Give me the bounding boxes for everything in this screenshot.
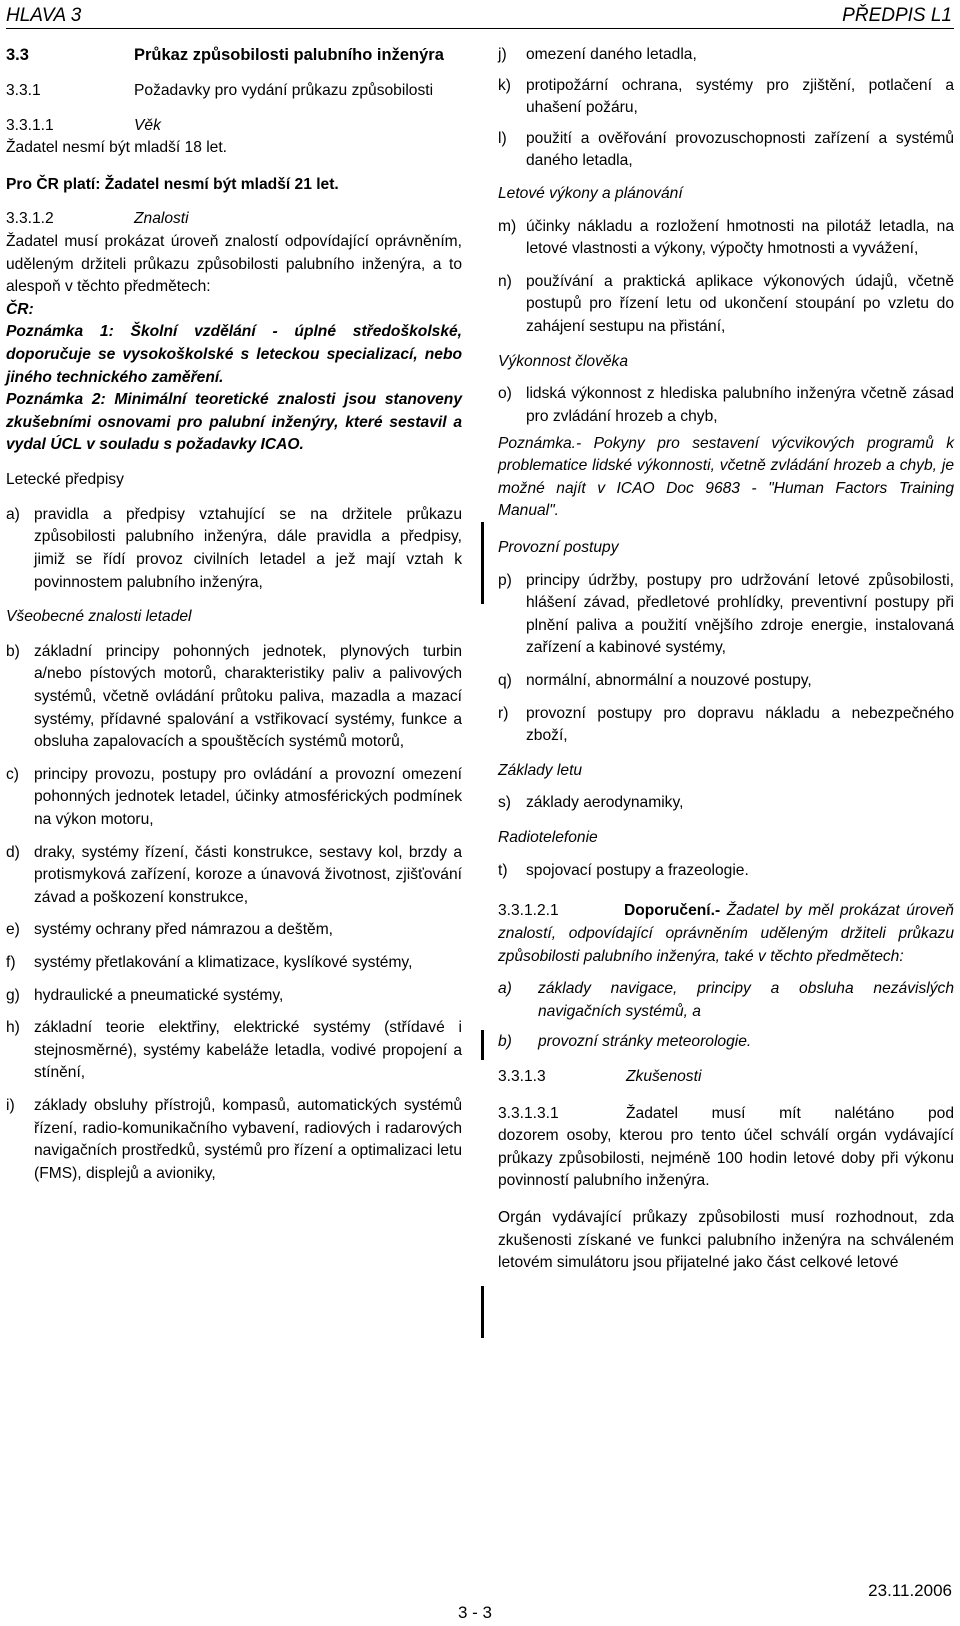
regulation-label: PŘEDPIS L1	[842, 5, 952, 26]
right-column	[498, 44, 954, 1275]
list-item-m: m) účinky nákladu a rozložení hmotnosti na pilotáž letadla, na letové vlastnosti a výkony, výpočty hmotnosti a vyvážení,	[498, 217, 954, 258]
chapter-label: HLAVA 3	[6, 5, 82, 26]
list-item-j: j) omezení daného letadla,	[498, 46, 697, 63]
section-3-3-1-3-heading: 3.3.1.3 Zkušenosti	[498, 1067, 702, 1085]
change-bar-note	[481, 522, 484, 604]
list-item-o: o) lidská výkonnost z hlediska palubního inženýra včetně zásad pro zvládání hrozeb a chyb,	[498, 385, 954, 425]
list-item-c: c) principy provozu, postupy pro ovládání a provozní omezení pohonných jednotek letadel, účinky atmosférických podmínek na výkon motoru,	[6, 765, 462, 828]
list-item-q: q) normální, abnormální a nouzové postupy,	[498, 672, 812, 690]
heading-radiotelephony: Radiotelefonie	[498, 829, 598, 847]
page-header	[6, 2, 954, 29]
cr-age-requirement: Pro ČR platí: Žadatel nesmí být mladší 21 let.	[6, 175, 339, 193]
list-item-p: p) principy údržby, postupy pro udržování letové způsobilosti, hlášení závad, předletové prohlídky, preventivní postupy při plnění paliva a použití vnějšího zdroje energie, instalovaná zařízení a kabinové systémy,	[498, 571, 954, 657]
section-3-3-1-1-heading: 3.3.1.1 Věk	[6, 116, 161, 134]
list-item-e: e) systémy ochrany před námrazou a deštěm,	[6, 921, 334, 939]
recommendation-item-a: a) základy navigace, principy a obsluha nezávislých navigačních systémů, a	[498, 980, 954, 1020]
issue-date: 23.11.2006	[868, 1581, 952, 1600]
list-item-n: n) používání a praktická aplikace výkonových údajů, včetně postupů pro řízení letu od ukončení stoupání po vzletu do zahájení sestupu na přistání,	[498, 272, 954, 336]
recommendation-3-3-1-2-1: 3.3.1.2.1 Doporučení.- Žadatel by měl prokázat úroveň znalostí, odpovídající oprávněním uděleným držiteli průkazu způsobilosti palubního inženýra, také v těchto předmětech:	[498, 902, 954, 965]
page-number: 3 - 3	[458, 1603, 493, 1622]
note-1: Poznámka 1: Školní vzdělání - úplné středoškolské, doporučuje se vysokoškolské s leteckou specializací, nebo jiného technického zaměření.	[6, 323, 462, 386]
knowledge-paragraph: Žadatel musí prokázat úroveň znalostí odpovídající oprávněním, uděleným držiteli průkazu způsobilosti palubního inženýra, a to alespoň v těchto předmětech:	[6, 232, 462, 296]
change-bar-experience	[481, 1286, 484, 1338]
list-item-f: f) systémy přetlakování a klimatizace, kyslíkové systémy,	[6, 954, 413, 972]
list-item-r: r) provozní postupy pro dopravu nákladu a nebezpečného zboží,	[498, 704, 954, 745]
change-bar-radio	[481, 1030, 484, 1060]
list-item-t: t) spojovací postupy a frazeologie.	[498, 861, 749, 879]
heading-air-law: Letecké předpisy	[6, 471, 124, 489]
heading-human-performance: Výkonnost člověka	[498, 352, 629, 370]
recommendation-item-b: b) provozní stránky meteorologie.	[498, 1033, 752, 1051]
list-item-i: i) základy obsluhy přístrojů, kompasů, automatických systémů řízení, radio-komunikačního vybavení, radiových i radarových navigačních prostředků, systémů pro řízení a optimalizaci letu (FMS), displejů a avioniky,	[6, 1097, 462, 1182]
age-requirement: Žadatel nesmí být mladší 18 let.	[6, 139, 228, 157]
section-3-3-1-heading: 3.3.1 Požadavky pro vydání průkazu způsobilosti	[6, 81, 434, 99]
heading-operational-procedures: Provozní postupy	[498, 538, 619, 556]
list-item-d: d) draky, systémy řízení, části konstrukce, sestavy kol, brzdy a protismyková zařízení, koroze a únavová životnost, zjišťování závad a poškození konstrukce,	[6, 843, 462, 906]
experience-paragraph: Orgán vydávající průkazy způsobilosti musí rozhodnout, zda zkušenosti získané ve funkci palubního inženýra na schváleném letovém simulátoru jsou přijatelné jako část celkové letové	[498, 1208, 954, 1272]
list-item-b: b) základní principy pohonných jednotek, plynových turbin a/nebo pístových motorů, charakteristiky paliv a palivových systémů, včetně ovládání průtoku paliva, mazadla a mazací systémy, přídavné spalování a vstřikovací systémy, funkce a obsluha zapalovacích a spouštěcích systémů motorů,	[6, 642, 462, 751]
left-column	[6, 44, 462, 1186]
heading-flight-basics: Základy letu	[498, 761, 583, 779]
section-3-3-1-3-1: 3.3.1.3.1 Žadatel musí mít nalétáno pod dozorem osoby, kterou pro tento účel schválí orgán vydávající průkazy způsobilosti, nejméně 100 hodin letové doby při výkonu povinností palubního inženýra.	[498, 1104, 954, 1190]
section-3-3-1-2-heading: 3.3.1.2 Znalosti	[6, 210, 189, 228]
list-item-s: s) základy aerodynamiky,	[498, 794, 684, 812]
list-item-g: g) hydraulické a pneumatické systémy,	[6, 986, 284, 1004]
cr-label: ČR:	[6, 300, 34, 318]
heading-general-knowledge: Všeobecné znalosti letadel	[6, 608, 192, 626]
heading-flight-performance: Letové výkony a plánování	[498, 185, 683, 203]
section-3-3-heading: 3.3 Průkaz způsobilosti palubního inženýra	[6, 46, 444, 64]
list-item-h: h) základní teorie elektřiny, elektrické systémy (střídavé i stejnosměrné), systémy kabeláže letadla, vodivé propojení a stínění,	[6, 1019, 462, 1082]
list-item-l: l) použití a ověřování provozuschopnosti zařízení a systémů daného letadla,	[498, 129, 954, 170]
human-factors-note: Poznámka.- Pokyny pro sestavení výcvikových programů k problematice lidské výkonnosti, včetně zvládání hrozeb a chyb, je možné najít v ICAO Doc 9683 - "Human Factors Training Manual".	[498, 434, 954, 520]
list-item-a: a) pravidla a předpisy vztahující se na držitele průkazu způsobilosti palubního inženýra, dále pravidla a předpisy, jimiž se řídí provoz civilních letadel a jež mají vztah k povinnostem palubního inženýra,	[6, 505, 462, 591]
note-2: Poznámka 2: Minimální teoretické znalosti jsou stanoveny zkušebními osnovami pro palubní inženýry, které sestavil a vydal ÚCL v souladu s požadavky ICAO.	[6, 391, 462, 454]
list-item-k: k) protipožární ochrana, systémy pro zjištění, potlačení a uhašení požáru,	[498, 76, 954, 117]
